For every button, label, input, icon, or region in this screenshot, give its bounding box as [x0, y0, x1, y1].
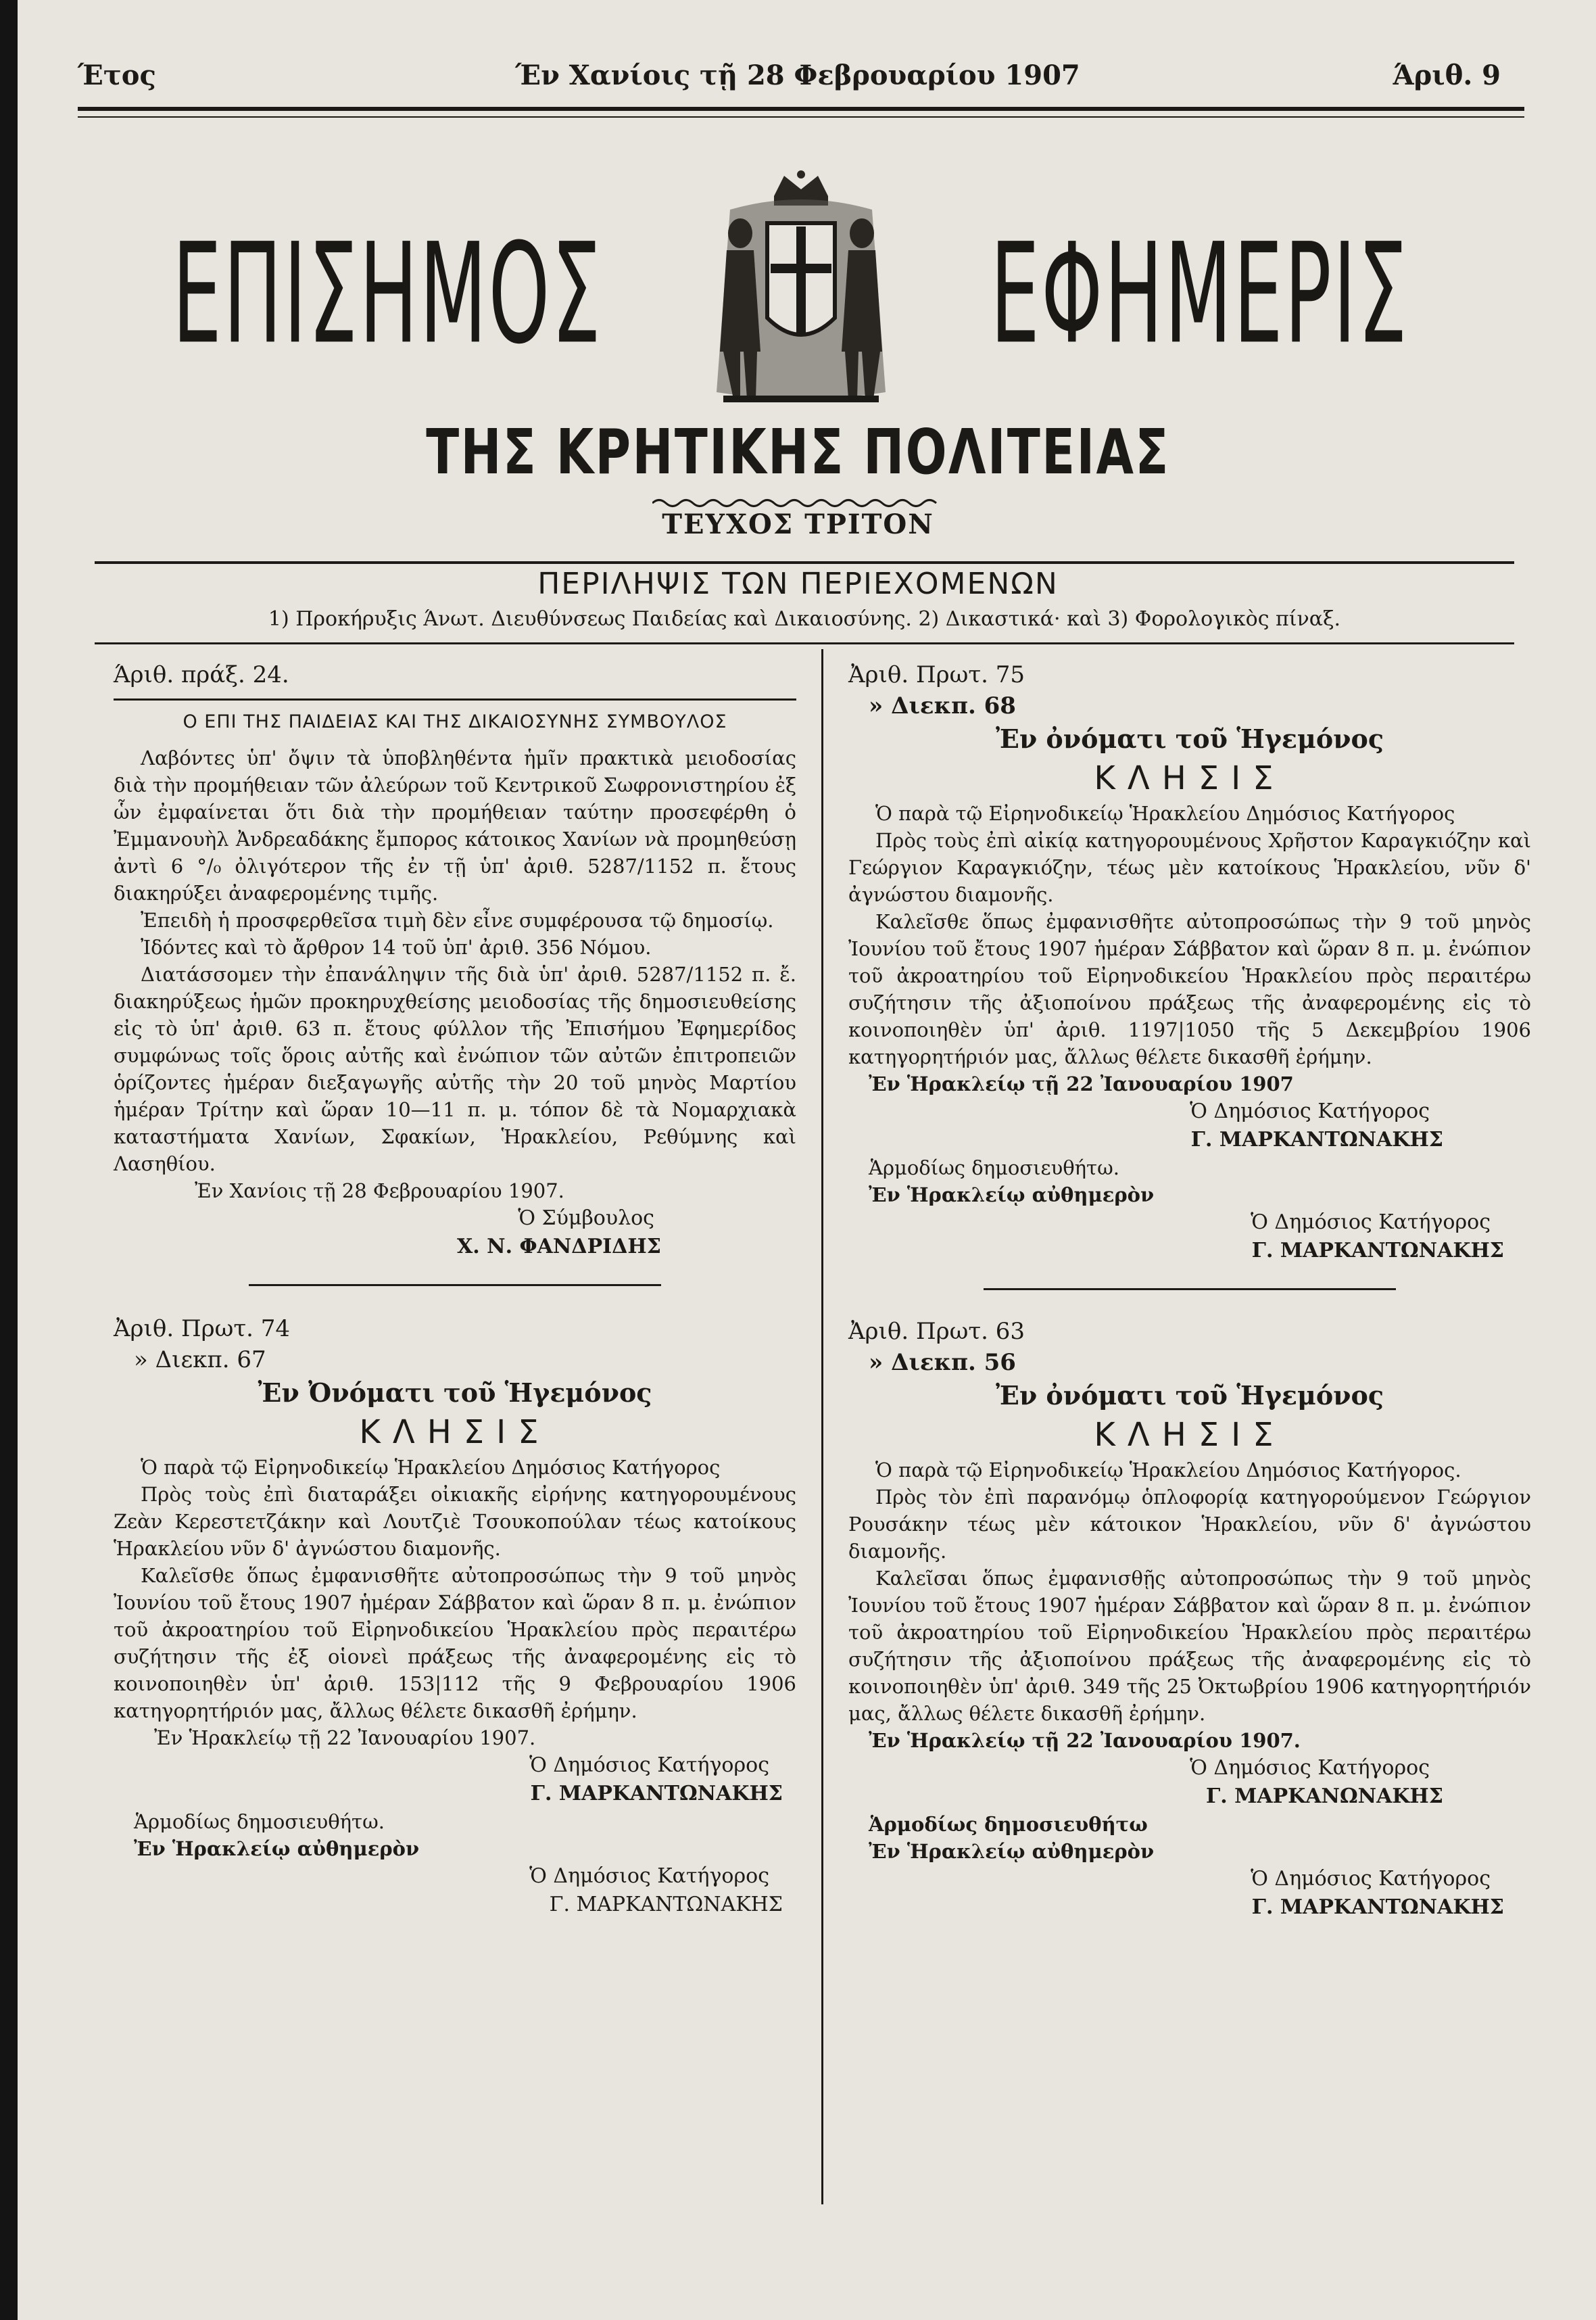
- column-divider: [821, 649, 823, 2204]
- summons-3-signature-title-2: Ὁ Δημόσιος Κατήγορος: [1251, 1867, 1491, 1891]
- summons-1-dispatch: » Διεκπ. 67: [134, 1346, 266, 1373]
- summons-1-signature-title: Ὁ Δημόσιος Κατήγορος: [529, 1753, 769, 1777]
- proclamation-paragraph-1: Λαβόντες ὑπ' ὄψιν τὰ ὑποβληθέντα ἡμῖν πρακτικὰ μειοδοσίας διὰ τὴν προμήθειαν τῶν ἀλεύρων τοῦ Κεντρικοῦ Σωφρονιστηρίου ἐξ ὧν ἐμφαίνεται ὅτι διὰ τὴν προμήθειαν ταύτην προσεφέρθη ὁ Ἐμμανουὴλ Ἀνδρεαδάκης ἔμπορος κάτοικος Χανίων νὰ προμηθεύσῃ ἀντὶ 6 °/₀ ὀλιγότερον τῆς ἐν τῇ ὑπ' ἀριθ. 5287/1152 π. ἔτους διακηρύξει ἀναφερομένης τιμῆς.: [114, 747, 796, 905]
- summary-title: ΠΕΡΙΛΗΨΙΣ ΤΩΝ ΠΕΡΙΕΧΟΜΕΝΩΝ: [537, 567, 1059, 601]
- proclamation-paragraph-2: Ἐπειδὴ ἡ προσφερθεῖσα τιμὴ δὲν εἶνε συμφέρουσα τῷ δημοσίῳ.: [141, 909, 774, 932]
- summons-2-signature-name: Γ. ΜΑΡΚΑΝΤΩΝΑΚΗΣ: [1190, 1128, 1443, 1152]
- summons-2-publish-order: Ἁρμοδίως δημοσιευθήτω.: [869, 1156, 1119, 1179]
- proclamation-ref: Άριθ. πράξ. 24.: [114, 661, 289, 688]
- header-rule-thin: [78, 116, 1524, 118]
- ref-rule: [114, 699, 796, 701]
- summons-2-publish-date: Ἐν Ἡρακλείῳ αὐθημερὸν: [869, 1183, 1155, 1206]
- summons-1-signature-name: Γ. ΜΑΡΚΑΝΤΩΝΑΚΗΣ: [530, 1782, 783, 1805]
- summons-1-date: Ἐν Ἡρακλείῳ τῇ 22 Ἰανουαρίου 1907.: [154, 1726, 536, 1749]
- masthead-right-word: ΕΦΗΜΕΡΙΣ: [990, 213, 1409, 375]
- summons-3-title: ΚΛΗΣΙΣ: [1094, 1416, 1286, 1454]
- summons-3-protocol: Ἀριθ. Πρωτ. 63: [848, 1318, 1025, 1345]
- summons-3-paragraph-3: Καλεῖσαι ὅπως ἐμφανισθῇς αὐτοπροσώπως τὴν 9 τοῦ μηνὸς Ἰουνίου τοῦ ἔτους 1907 ἡμέραν Σάββατον καὶ ὥραν 8 π. μ. ἐνώπιον τοῦ ἀκροατηρίου τοῦ Εἰρηνοδικείου Ἡρακλείου πρὸς περαιτέρω συζήτησιν τῆς ἀξιοποίνου πράξεως τῆς ἀναφερομένης εἰς τὸ κοινοποιηθὲν ὑπ' ἀριθ. 349 τῆς 25 Ὀκτωβρίου 1906 κατηγορητήριόν μας, ἄλλως θέλετε δικασθῆ ἐρήμην.: [848, 1567, 1531, 1725]
- summons-2-paragraph-2: Πρὸς τοὺς ἐπὶ αἰκίᾳ κατηγορουμένους Χρῆστον Καραγκιόζην καὶ Γεώργιον Καραγκιόζην, τέως μὲν κατοίκους Ἡρακλείου, νῦν δ' ἀγνώστου διαμονῆς.: [848, 829, 1531, 906]
- summons-1-heading: Ἐν Ὀνόματι τοῦ Ἡγεμόνος: [258, 1377, 652, 1408]
- section-rule: [249, 1284, 661, 1286]
- summons-3-signature-name: Γ. ΜΑΡΚΑΝΩΝΑΚΗΣ: [1205, 1784, 1443, 1808]
- summons-2-signature-name-2: Γ. ΜΑΡΚΑΝΤΩΝΑΚΗΣ: [1251, 1239, 1504, 1262]
- summary-rule-bottom: [95, 642, 1514, 644]
- right-column: [848, 659, 1531, 1922]
- summons-1-signature-name-2: Γ. ΜΑΡΚΑΝΤΩΝΑΚΗΣ: [549, 1893, 783, 1916]
- summons-1-publish-order: Ἁρμοδίως δημοσιευθήτω.: [134, 1810, 385, 1833]
- section-rule-right: [984, 1288, 1396, 1290]
- coat-of-arms-emblem-icon: [703, 169, 899, 412]
- issue-label: ΤΕΥΧΟΣ ΤΡΙΤΟΝ: [662, 508, 934, 540]
- summons-3-publish-date: Ἐν Ἡρακλείῳ αὐθημερὸν: [869, 1840, 1155, 1863]
- proclamation-paragraph-4: Διατάσσομεν τὴν ἐπανάληψιν τῆς διὰ ὑπ' ἀριθ. 5287/1152 π. ἔ. διακηρύξεως ἡμῶν προκηρυχθείσης μειοδοσίας τῆς δημοσιευθείσης εἰς τὸ ὑπ' ἀριθ. 63 π. ἔτους φύλλον τῆς Ἐπισήμου Ἐφημερίδος συμφώνως τοῖς ὅροις αὐτῆς καὶ ἐνώπιον τῶν αὐτῶν ἐπιτροπειῶν ὁρίζοντες ἡμέραν διεξαγωγῆς αὐτῆς τὴν 20 τοῦ μηνὸς Μαρτίου ἡμέραν Τρίτην καὶ ὥραν 10—11 π. μ. τόπον δὲ τὰ Νομαρχιακὰ καταστήματα Χανίων, Σφακίων, Ἡρακλείου, Ρεθύμνης καὶ Λασηθίου.: [114, 963, 796, 1175]
- summons-1-title: ΚΛΗΣΙΣ: [359, 1413, 551, 1451]
- summons-3-paragraph-2: Πρὸς τὸν ἐπὶ παρανόμῳ ὁπλοφορίᾳ κατηγορούμενον Γεώργιον Ρουσάκην τέως μὲν κάτοικον Ἡρακλείου, νῦν δ' ἀγνώστου διαμονῆς.: [848, 1486, 1531, 1563]
- summons-3-paragraph-1: Ὁ παρὰ τῷ Εἰρηνοδικείῳ Ἡρακλείου Δημόσιος Κατήγορος.: [875, 1459, 1461, 1482]
- masthead-subtitle: ΤΗΣ ΚΡΗΤΙΚΗΣ ΠΟΛΙΤΕΙΑΣ: [426, 416, 1170, 488]
- summons-2-signature-title: Ὁ Δημόσιος Κατήγορος: [1190, 1099, 1430, 1123]
- proclamation-date: Ἐν Χανίοις τῇ 28 Φεβρουαρίου 1907.: [195, 1179, 564, 1202]
- summons-1-signature-title-2: Ὁ Δημόσιος Κατήγορος: [529, 1864, 769, 1888]
- advisor-heading: Ο ΕΠΙ ΤΗΣ ΠΑΙΔΕΙΑΣ ΚΑΙ ΤΗΣ ΔΙΚΑΙΟΣΥΝΗΣ ΣΥΜΒΟΥΛΟΣ: [183, 711, 727, 732]
- summons-3-publish-order: Ἁρμοδίως δημοσιευθήτω: [869, 1813, 1148, 1836]
- summons-2-protocol: Ἀριθ. Πρωτ. 75: [848, 661, 1025, 688]
- masthead-left-word: ΕΠΙΣΗΜΟΣ: [172, 213, 603, 375]
- summons-2-paragraph-3: Καλεῖσθε ὅπως ἐμφανισθῆτε αὐτοπροσώπως τὴν 9 τοῦ μηνὸς Ἰουνίου τοῦ ἔτους 1907 ἡμέραν Σάββατον καὶ ὥραν 8 π. μ. ἐνώπιον τοῦ ἀκροατηρίου τοῦ Εἰρηνοδικείου Ἡρακλείου πρὸς περαιτέρω συζήτησιν τῆς ἀξιοποίνου πράξεως τῆς ἀναφερομένης εἰς τὸ κοινοποιηθὲν ὑπ' ἀριθ. 1197|1050 τῆς 5 Δεκεμβρίου 1906 κατηγορητήριόν μας, ἄλλως θέλετε δικασθῆ ἐρήμην.: [848, 910, 1531, 1068]
- summons-3-dispatch: » Διεκπ. 56: [869, 1349, 1016, 1376]
- summons-2-heading: Ἐν ὀνόματι τοῦ Ἡγεμόνος: [995, 724, 1384, 754]
- proclamation-paragraph-3: Ἰδόντες καὶ τὸ ἄρθρον 14 τοῦ ὑπ' ἀριθ. 356 Νόμου.: [141, 936, 652, 959]
- summons-1-protocol: Ἀριθ. Πρωτ. 74: [114, 1315, 291, 1342]
- summons-2-dispatch: » Διεκπ. 68: [869, 692, 1016, 719]
- header-number: Άριθ. 9: [1393, 60, 1501, 91]
- summons-1-paragraph-1: Ὁ παρὰ τῷ Εἰρηνοδικείῳ Ἡρακλείου Δημόσιος Κατήγορος: [141, 1456, 721, 1479]
- summons-3-signature-title: Ὁ Δημόσιος Κατήγορος: [1190, 1756, 1430, 1780]
- summons-2-date: Ἐν Ἡρακλείῳ τῇ 22 Ἰανουαρίου 1907: [869, 1072, 1294, 1095]
- summons-3-date: Ἐν Ἡρακλείῳ τῇ 22 Ἰανουαρίου 1907.: [869, 1729, 1301, 1752]
- proclamation-signature-title: Ὁ Σύμβουλος: [518, 1206, 654, 1230]
- scan-edge: [0, 0, 18, 2320]
- summons-2-title: ΚΛΗΣΙΣ: [1094, 759, 1286, 797]
- summons-3-signature-name-2: Γ. ΜΑΡΚΑΝΤΩΝΑΚΗΣ: [1251, 1895, 1504, 1919]
- left-column: [114, 659, 796, 1919]
- summary-contents: 1) Προκήρυξις Άνωτ. Διευθύνσεως Παιδείας καὶ Δικαιοσύνης. 2) Δικαστικά· καὶ 3) Φορολογικὸς πίναξ.: [268, 607, 1341, 631]
- summons-2-signature-title-2: Ὁ Δημόσιος Κατήγορος: [1251, 1210, 1491, 1234]
- summons-1-paragraph-2: Πρὸς τοὺς ἐπὶ διαταράξει οἰκιακῆς εἰρήνης κατηγορουμένους Ζεὰν Κερεστετζάκην καὶ Λουτζιὲ Τσουκοπούλαν τέως κατοίκους Ἡρακλείου νῦν δ' ἀγνώστου διαμονῆς.: [114, 1483, 796, 1560]
- summons-3-heading: Ἐν ὀνόματι τοῦ Ἡγεμόνος: [995, 1380, 1384, 1411]
- header-rule-thick: [78, 107, 1524, 111]
- summons-2-paragraph-1: Ὁ παρὰ τῷ Εἰρηνοδικείῳ Ἡρακλείου Δημόσιος Κατήγορος: [875, 802, 1455, 825]
- header-date: Έν Χανίοις τῇ 28 Φεβρουαρίου 1907: [515, 60, 1080, 91]
- summons-1-publish-date: Ἐν Ἡρακλείῳ αὐθημερὸν: [134, 1837, 420, 1860]
- header-year: Έτος: [78, 60, 156, 91]
- summons-1-paragraph-3: Καλεῖσθε ὅπως ἐμφανισθῆτε αὐτοπροσώπως τὴν 9 τοῦ μηνὸς Ἰουνίου τοῦ ἔτους 1907 ἡμέραν Σάββατον καὶ ὥραν 8 π. μ. ἐνώπιον τοῦ ἀκροατηρίου τοῦ Εἰρηνοδικείου Ἡρακλείου πρὸς περαιτέρω συζήτησιν τῆς ἐξ οἱονεὶ πράξεως τῆς ἀναφερομένης εἰς τὸ κοινοποιηθὲν ὑπ' ἀριθ. 153|112 τῆς 9 Φεβρουαρίου 1906 κατηγορητήριόν μας, ἄλλως θέλετε δικασθῆ ἐρήμην.: [114, 1564, 796, 1722]
- ornament-wave-icon: [652, 497, 943, 509]
- summary-rule-top: [95, 561, 1514, 564]
- proclamation-signature-name: Χ. Ν. ΦΑΝΔΡΙΔΗΣ: [456, 1235, 661, 1258]
